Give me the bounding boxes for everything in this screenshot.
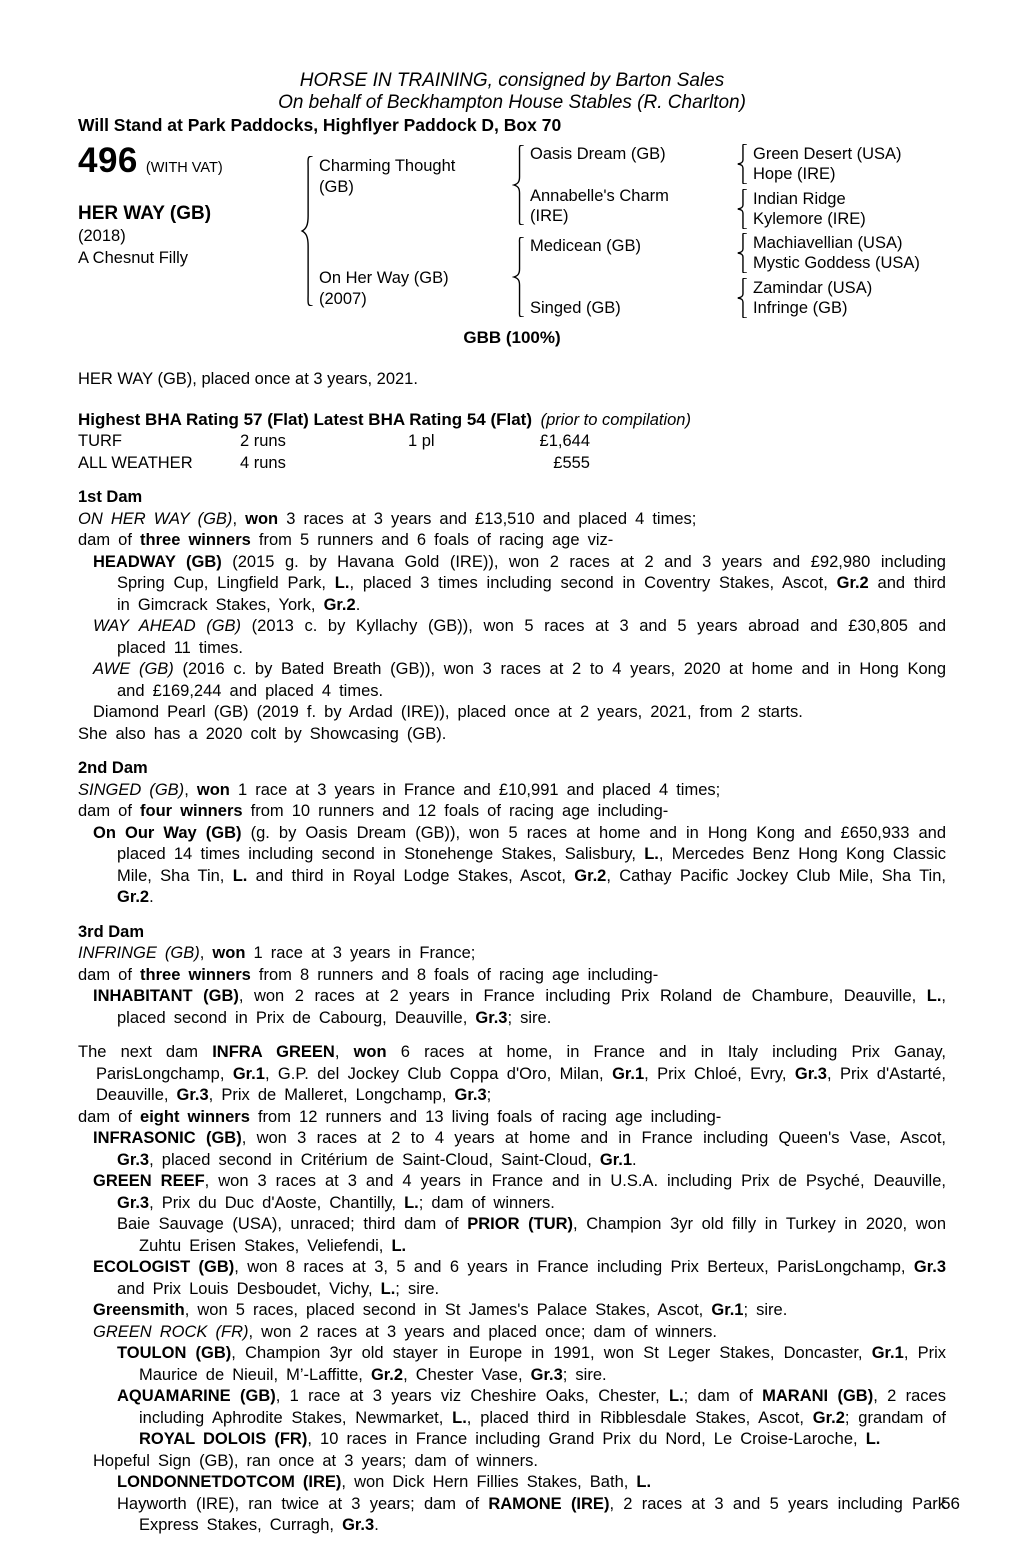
vat-label: (WITH VAT) <box>145 160 223 176</box>
text-run: L. <box>452 1408 467 1427</box>
catalogue-paragraph <box>78 1257 946 1300</box>
text-run: , placed third in Ribblesdale Stakes, Ascot, <box>466 1408 813 1427</box>
catalogue-paragraph <box>78 1300 946 1322</box>
catalogue-paragraph <box>78 1107 946 1129</box>
text-run: , placed second in Prix de Cabourg, Deauville, <box>117 987 946 1027</box>
text-run: , Chester Vase, <box>403 1365 531 1384</box>
great-grandparent-pair <box>736 143 946 185</box>
pair-names <box>753 278 872 318</box>
text-run: , Prix d'Astarté, Deauville, <box>96 1064 946 1104</box>
text-run: Gr.3 <box>530 1365 563 1384</box>
text-run: L. <box>636 1473 652 1491</box>
text-run: dam of <box>78 965 141 984</box>
lot-info-column <box>78 143 300 319</box>
ancestor-name: Mystic Goddess (USA) <box>753 254 920 273</box>
text-run: Hopeful Sign (GB), ran once at 3 years; dam of winners. <box>93 1451 538 1470</box>
text-run: HEADWAY (GB) <box>93 552 222 571</box>
text-run: L. <box>232 866 248 885</box>
text-run: ; grandam of <box>844 1408 946 1427</box>
text-run: , won 3 races at 2 to 4 years at home and in France including Queen's Vase, Ascot, <box>241 1129 946 1147</box>
text-run: , Champion 3yr old filly in Turkey in 2020, won Zuhtu Erisen Stakes, Veliefendi, <box>139 1215 947 1255</box>
text-run: . <box>374 1516 379 1534</box>
consignor-line: HORSE IN TRAINING, consigned by Barton Sales <box>299 70 725 91</box>
text-run: ON HER WAY (GB) <box>78 509 233 528</box>
dam-sections <box>78 487 946 1537</box>
dam-dam: Singed (GB) <box>530 299 621 317</box>
text-run: , Prix Chloé, Evry, <box>644 1064 795 1083</box>
race-record-earnings: £1,644 <box>539 432 590 450</box>
catalogue-paragraph <box>78 724 946 746</box>
dam-year: (2007) <box>319 290 367 308</box>
ancestor-name: Zamindar (USA) <box>753 278 873 297</box>
text-run: AQUAMARINE (GB) <box>117 1387 276 1405</box>
catalogue-paragraph <box>78 823 946 909</box>
text-run: dam of <box>78 1107 141 1126</box>
text-run: PRIOR (TUR) <box>467 1215 574 1233</box>
text-run: , G.P. del Jockey Club Coppa d'Oro, Milan, <box>264 1064 613 1083</box>
text-run: Gr.1 <box>612 1064 645 1083</box>
text-run: INHABITANT (GB) <box>93 987 239 1005</box>
text-run: , Champion 3yr old stayer in Europe in 1991, won St Leger Stakes, Doncaster, <box>231 1344 872 1362</box>
pedigree-brace-icon <box>736 144 748 184</box>
section-heading: 1st Dam <box>78 488 143 506</box>
catalogue-paragraph <box>78 552 946 617</box>
catalogue-paragraph <box>78 1128 946 1171</box>
sire-parents-names <box>530 143 736 227</box>
text-run: , Prix Maurice de Nieuil, M’-Laffitte, <box>139 1344 946 1384</box>
race-record-note: HER WAY (GB), placed once at 3 years, 2021. <box>78 370 418 388</box>
text-run: L. <box>391 1236 407 1255</box>
ancestor-name: Kylemore (IRE) <box>753 209 866 228</box>
text-run: eight winners <box>140 1107 250 1126</box>
text-run: ; <box>486 1086 492 1104</box>
text-run: , Prix du Duc d'Aoste, Chantilly, <box>149 1193 405 1212</box>
text-run: ; dam of <box>683 1387 763 1405</box>
pair-names <box>753 233 920 273</box>
text-run: , won 5 races, placed second in St James's Palace Stakes, Ascot, <box>184 1301 712 1319</box>
sire-dam: Annabelle's Charm (IRE) <box>530 187 669 225</box>
dam-sire: Medicean (GB) <box>530 237 641 255</box>
pedigree-section <box>78 758 946 909</box>
text-run: Diamond Pearl (GB) (2019 f. by Ardad (IRE)), placed once at 2 years, 2021, from 2 starts. <box>93 703 803 721</box>
text-run: Gr.1 <box>711 1301 744 1319</box>
text-run: Gr.3 <box>794 1064 827 1083</box>
text-run: GREEN REEF <box>93 1172 205 1190</box>
text-run: 1 race at 3 years in France; <box>245 944 476 962</box>
text-run: , won 2 races at 3 years and placed once; dam of winners. <box>248 1322 717 1341</box>
text-run: Gr.1 <box>599 1150 633 1169</box>
page-number: 56 <box>941 1493 960 1513</box>
text-run: , placed second in Critérium de Saint-Cloud, Saint-Cloud, <box>149 1150 600 1169</box>
text-run: , 10 races in France including Grand Prix du Nord, Le Croise-Laroche, <box>307 1430 866 1448</box>
dam-name: On Her Way (GB) <box>319 269 449 287</box>
text-run: 3 races at 3 years and £13,510 and placed 4 times; <box>278 509 697 528</box>
text-run: L. <box>644 845 659 863</box>
catalogue-paragraph <box>78 659 946 702</box>
text-run: won <box>353 1043 387 1061</box>
text-run: three winners <box>140 531 251 549</box>
parents-column <box>300 143 512 319</box>
text-run: Gr.2 <box>117 888 150 906</box>
grandparents-column <box>512 143 736 319</box>
page-header <box>78 70 946 137</box>
text-run: . <box>149 888 154 906</box>
text-run: RAMONE (IRE) <box>488 1494 610 1513</box>
text-run: Gr.2 <box>370 1365 404 1384</box>
catalogue-paragraph <box>78 1386 946 1451</box>
text-run: L. <box>380 1279 396 1298</box>
dam-entry <box>319 268 512 310</box>
text-run: , 1 race at 3 years viz Cheshire Oaks, Chester, <box>275 1387 669 1405</box>
great-grandparent-pair <box>736 277 946 319</box>
parents-names <box>319 143 512 319</box>
text-run: GREEN ROCK (FR) <box>93 1322 249 1341</box>
text-run: . <box>632 1150 637 1169</box>
horse-description: A Chesnut Filly <box>78 248 189 267</box>
stand-location-line: Will Stand at Park Paddocks, Highflyer Paddock D, Box 70 <box>78 115 562 135</box>
catalogue-paragraph <box>78 1322 946 1344</box>
lot-number: 496 <box>78 141 138 180</box>
text-run: ; dam of winners. <box>418 1193 555 1212</box>
text-run: won <box>245 509 279 528</box>
catalogue-paragraph <box>78 965 946 987</box>
text-run: and third in Royal Lodge Stakes, Ascot, <box>247 866 575 885</box>
text-run: Gr.2 <box>574 866 607 885</box>
text-run: LONDONNETDOTCOM (IRE) <box>117 1473 342 1491</box>
great-grandparents-column <box>736 143 946 319</box>
sire-suffix: (GB) <box>319 178 354 196</box>
lot-number-line <box>78 143 300 180</box>
text-run: Gr.3 <box>454 1086 487 1104</box>
catalogue-paragraph <box>78 1494 946 1537</box>
sire-parents-group <box>512 143 736 227</box>
text-run: (2016 c. by Bated Breath (GB)), won 3 races at 2 to 4 years, 2020 at home and in Hong Kong and £169,244 and placed 4 times. <box>117 660 946 700</box>
pedigree-brace-icon <box>512 145 525 225</box>
ancestor-name: Hope (IRE) <box>753 165 836 183</box>
text-run: , won 8 races at 3, 5 and 6 years in France including Prix Berteux, ParisLongchamp, <box>234 1258 914 1276</box>
race-record-runs: 2 runs <box>240 432 286 450</box>
dam-parents-names <box>530 235 736 319</box>
text-run: Greensmith <box>93 1301 185 1319</box>
horse-name: HER WAY (GB) <box>78 202 212 224</box>
catalogue-paragraph <box>78 1214 946 1257</box>
text-run: from 8 runners and 8 foals of racing age including- <box>250 965 659 984</box>
text-run: , Cathay Pacific Jockey Club Mile, Sha Tin, <box>606 866 946 885</box>
text-run: four winners <box>140 802 243 820</box>
race-record-runs: 4 runs <box>240 453 286 472</box>
text-run: (2013 c. by Kyllachy (GB)), won 5 races at 3 and 5 years abroad and £30,805 and placed 11 times. <box>117 617 947 657</box>
section-heading: 2nd Dam <box>78 759 148 777</box>
race-record-surface: ALL WEATHER <box>78 453 193 472</box>
text-run: AWE (GB) <box>93 660 174 678</box>
on-behalf-line: On behalf of Beckhampton House Stables (R. Charlton) <box>278 92 746 113</box>
text-run: . <box>355 595 361 614</box>
text-run: L. <box>334 574 350 592</box>
text-run: , won 2 races at 2 years in France including Prix Roland de Chambure, Deauville, <box>238 987 927 1005</box>
catalogue-paragraph <box>78 801 946 823</box>
text-run: Gr.1 <box>871 1344 904 1362</box>
text-run: L. <box>669 1387 684 1405</box>
text-run: ROYAL DOLOIS (FR) <box>139 1430 308 1448</box>
text-run: Baie Sauvage (USA), unraced; third dam of <box>117 1215 468 1233</box>
text-run: three winners <box>140 965 251 984</box>
text-run: , 2 races including Aphrodite Stakes, Newmarket, <box>139 1387 946 1427</box>
text-run: Hayworth (IRE), ran twice at 3 years; dam of <box>117 1494 489 1513</box>
pedigree-brace-icon <box>736 233 748 273</box>
sire-name: Charming Thought <box>319 157 456 175</box>
catalogue-paragraph <box>78 1042 946 1107</box>
ancestor-name: Machiavellian (USA) <box>753 234 903 253</box>
ancestor-name: Indian Ridge <box>753 189 846 208</box>
text-run: ; sire. <box>507 1008 552 1027</box>
text-run: TOULON (GB) <box>117 1344 232 1362</box>
ancestor-name: Green Desert (USA) <box>753 145 902 163</box>
text-run: Gr.2 <box>836 574 869 592</box>
pedigree-section <box>78 1042 946 1537</box>
text-run: Gr.3 <box>342 1516 375 1534</box>
text-run: won <box>196 780 230 799</box>
text-run: , <box>232 509 246 528</box>
text-run: 1 race at 3 years in France and £10,991 and placed 4 times; <box>229 780 721 799</box>
ratings-qualifier: (prior to compilation) <box>540 411 691 429</box>
text-run: INFRA GREEN <box>212 1043 335 1061</box>
text-run: ; sire. <box>395 1279 440 1298</box>
text-run: Gr.3 <box>117 1150 150 1169</box>
race-record-places: 1 pl <box>408 432 435 450</box>
text-run: MARANI (GB) <box>762 1387 874 1405</box>
race-record-surface: TURF <box>78 432 122 450</box>
text-run: L. <box>404 1193 419 1212</box>
text-run: ; sire. <box>743 1301 788 1319</box>
pedigree-brace-icon <box>736 278 748 318</box>
catalogue-paragraph <box>78 943 946 965</box>
bha-ratings-line <box>78 409 946 431</box>
text-run: (2015 g. by Havana Gold (IRE)), won 2 races at 2 and 3 years and £92,980 including Spring Cup, Lingfield Park, <box>117 552 946 592</box>
text-run: On Our Way (GB) <box>93 823 242 842</box>
bha-ratings-values: Highest BHA Rating 57 (Flat) Latest BHA Rating 54 (Flat) <box>78 410 532 429</box>
dam-parents-group <box>512 235 736 319</box>
text-run: WAY AHEAD (GB) <box>93 617 242 635</box>
great-grandparent-pair <box>736 188 946 230</box>
text-run: won <box>212 944 246 962</box>
sire-sire: Oasis Dream (GB) <box>530 145 666 163</box>
race-record-earnings: £555 <box>553 453 590 472</box>
catalogue-paragraph <box>78 702 946 724</box>
sire-entry <box>319 156 512 198</box>
text-run: INFRINGE (GB) <box>78 944 200 962</box>
pedigree-brace-icon <box>512 237 525 317</box>
text-run: , <box>184 780 197 799</box>
text-run: Gr.3 <box>117 1193 150 1212</box>
text-run: and Prix Louis Desboudet, Vichy, <box>117 1279 381 1298</box>
text-run: dam of <box>78 531 141 549</box>
text-run: , won Dick Hern Fillies Stakes, Bath, <box>341 1473 637 1491</box>
gbb-scheme-line: GBB (100%) <box>463 328 561 347</box>
catalogue-paragraph <box>78 509 946 531</box>
text-run: ; sire. <box>562 1365 607 1384</box>
ancestor-name: Infringe (GB) <box>753 298 848 317</box>
text-run: , Prix de Malleret, Longchamp, <box>208 1086 455 1104</box>
text-run: 6 races at home, in France and in Italy including Prix Ganay, ParisLongchamp, <box>96 1043 946 1083</box>
pair-names <box>753 189 866 229</box>
catalogue-paragraph <box>78 530 946 552</box>
pair-names <box>753 144 902 184</box>
text-run: (g. by Oasis Dream (GB)), won 5 races at home and in Hong Kong and £650,933 and placed 14 times including second in Stonehenge Stakes, Salisbury, <box>117 823 947 863</box>
great-grandparent-pair <box>736 232 946 274</box>
text-run: INFRASONIC (GB) <box>93 1129 242 1147</box>
section-heading: 3rd Dam <box>78 922 145 941</box>
pedigree-section <box>78 922 946 1030</box>
text-run: Gr.3 <box>176 1086 209 1104</box>
pedigree-brace-icon <box>300 156 314 306</box>
text-run: , 2 races at 3 and 5 years including Park Express Stakes, Curragh, <box>139 1494 946 1534</box>
race-record-places <box>408 453 510 475</box>
text-run: , Mercedes Benz Hong Kong Classic Mile, Sha Tin, <box>117 845 946 885</box>
pedigree-section <box>78 487 946 745</box>
text-run: She also has a 2020 colt by Showcasing (GB). <box>78 724 447 743</box>
text-run: Gr.2 <box>812 1408 845 1427</box>
text-run: and third in Gimcrack Stakes, York, <box>117 574 946 614</box>
text-run: The next dam <box>78 1043 213 1061</box>
catalogue-paragraph <box>78 1472 946 1494</box>
catalogue-paragraph <box>78 1451 946 1473</box>
catalogue-paragraph <box>78 1343 946 1386</box>
text-run: , <box>199 944 213 962</box>
text-run: Gr.3 <box>913 1258 946 1276</box>
race-record-row <box>78 453 946 475</box>
text-run: SINGED (GB) <box>78 780 185 799</box>
text-run: Gr.2 <box>323 595 356 614</box>
text-run: dam of <box>78 802 141 820</box>
text-run: , placed 3 times including second in Coventry Stakes, Ascot, <box>349 574 837 592</box>
catalogue-paragraph <box>78 1171 946 1214</box>
text-run: , won 3 races at 3 and 4 years in France and in U.S.A. including Prix de Psyché, Deauville, <box>204 1172 946 1190</box>
catalogue-paragraph <box>78 986 946 1029</box>
text-run: from 12 runners and 13 living foals of racing age including- <box>249 1107 722 1126</box>
pedigree-brace-icon <box>736 189 748 229</box>
catalogue-paragraph <box>78 780 946 802</box>
text-run: Gr.1 <box>232 1064 265 1083</box>
text-run: from 10 runners and 12 foals of racing age including- <box>242 802 669 820</box>
race-record-table <box>78 431 946 474</box>
race-record-row <box>78 431 946 453</box>
text-run: ECOLOGIST (GB) <box>93 1258 235 1276</box>
text-run: Gr.3 <box>475 1008 508 1027</box>
text-run: L. <box>926 987 942 1005</box>
text-run: from 5 runners and 6 foals of racing age viz- <box>250 531 614 549</box>
text-run: , <box>334 1043 354 1061</box>
catalogue-paragraph <box>78 616 946 659</box>
foaling-year: (2018) <box>78 226 126 245</box>
pedigree-table <box>78 143 946 319</box>
race-record-block <box>78 409 946 474</box>
text-run: L. <box>865 1430 881 1448</box>
